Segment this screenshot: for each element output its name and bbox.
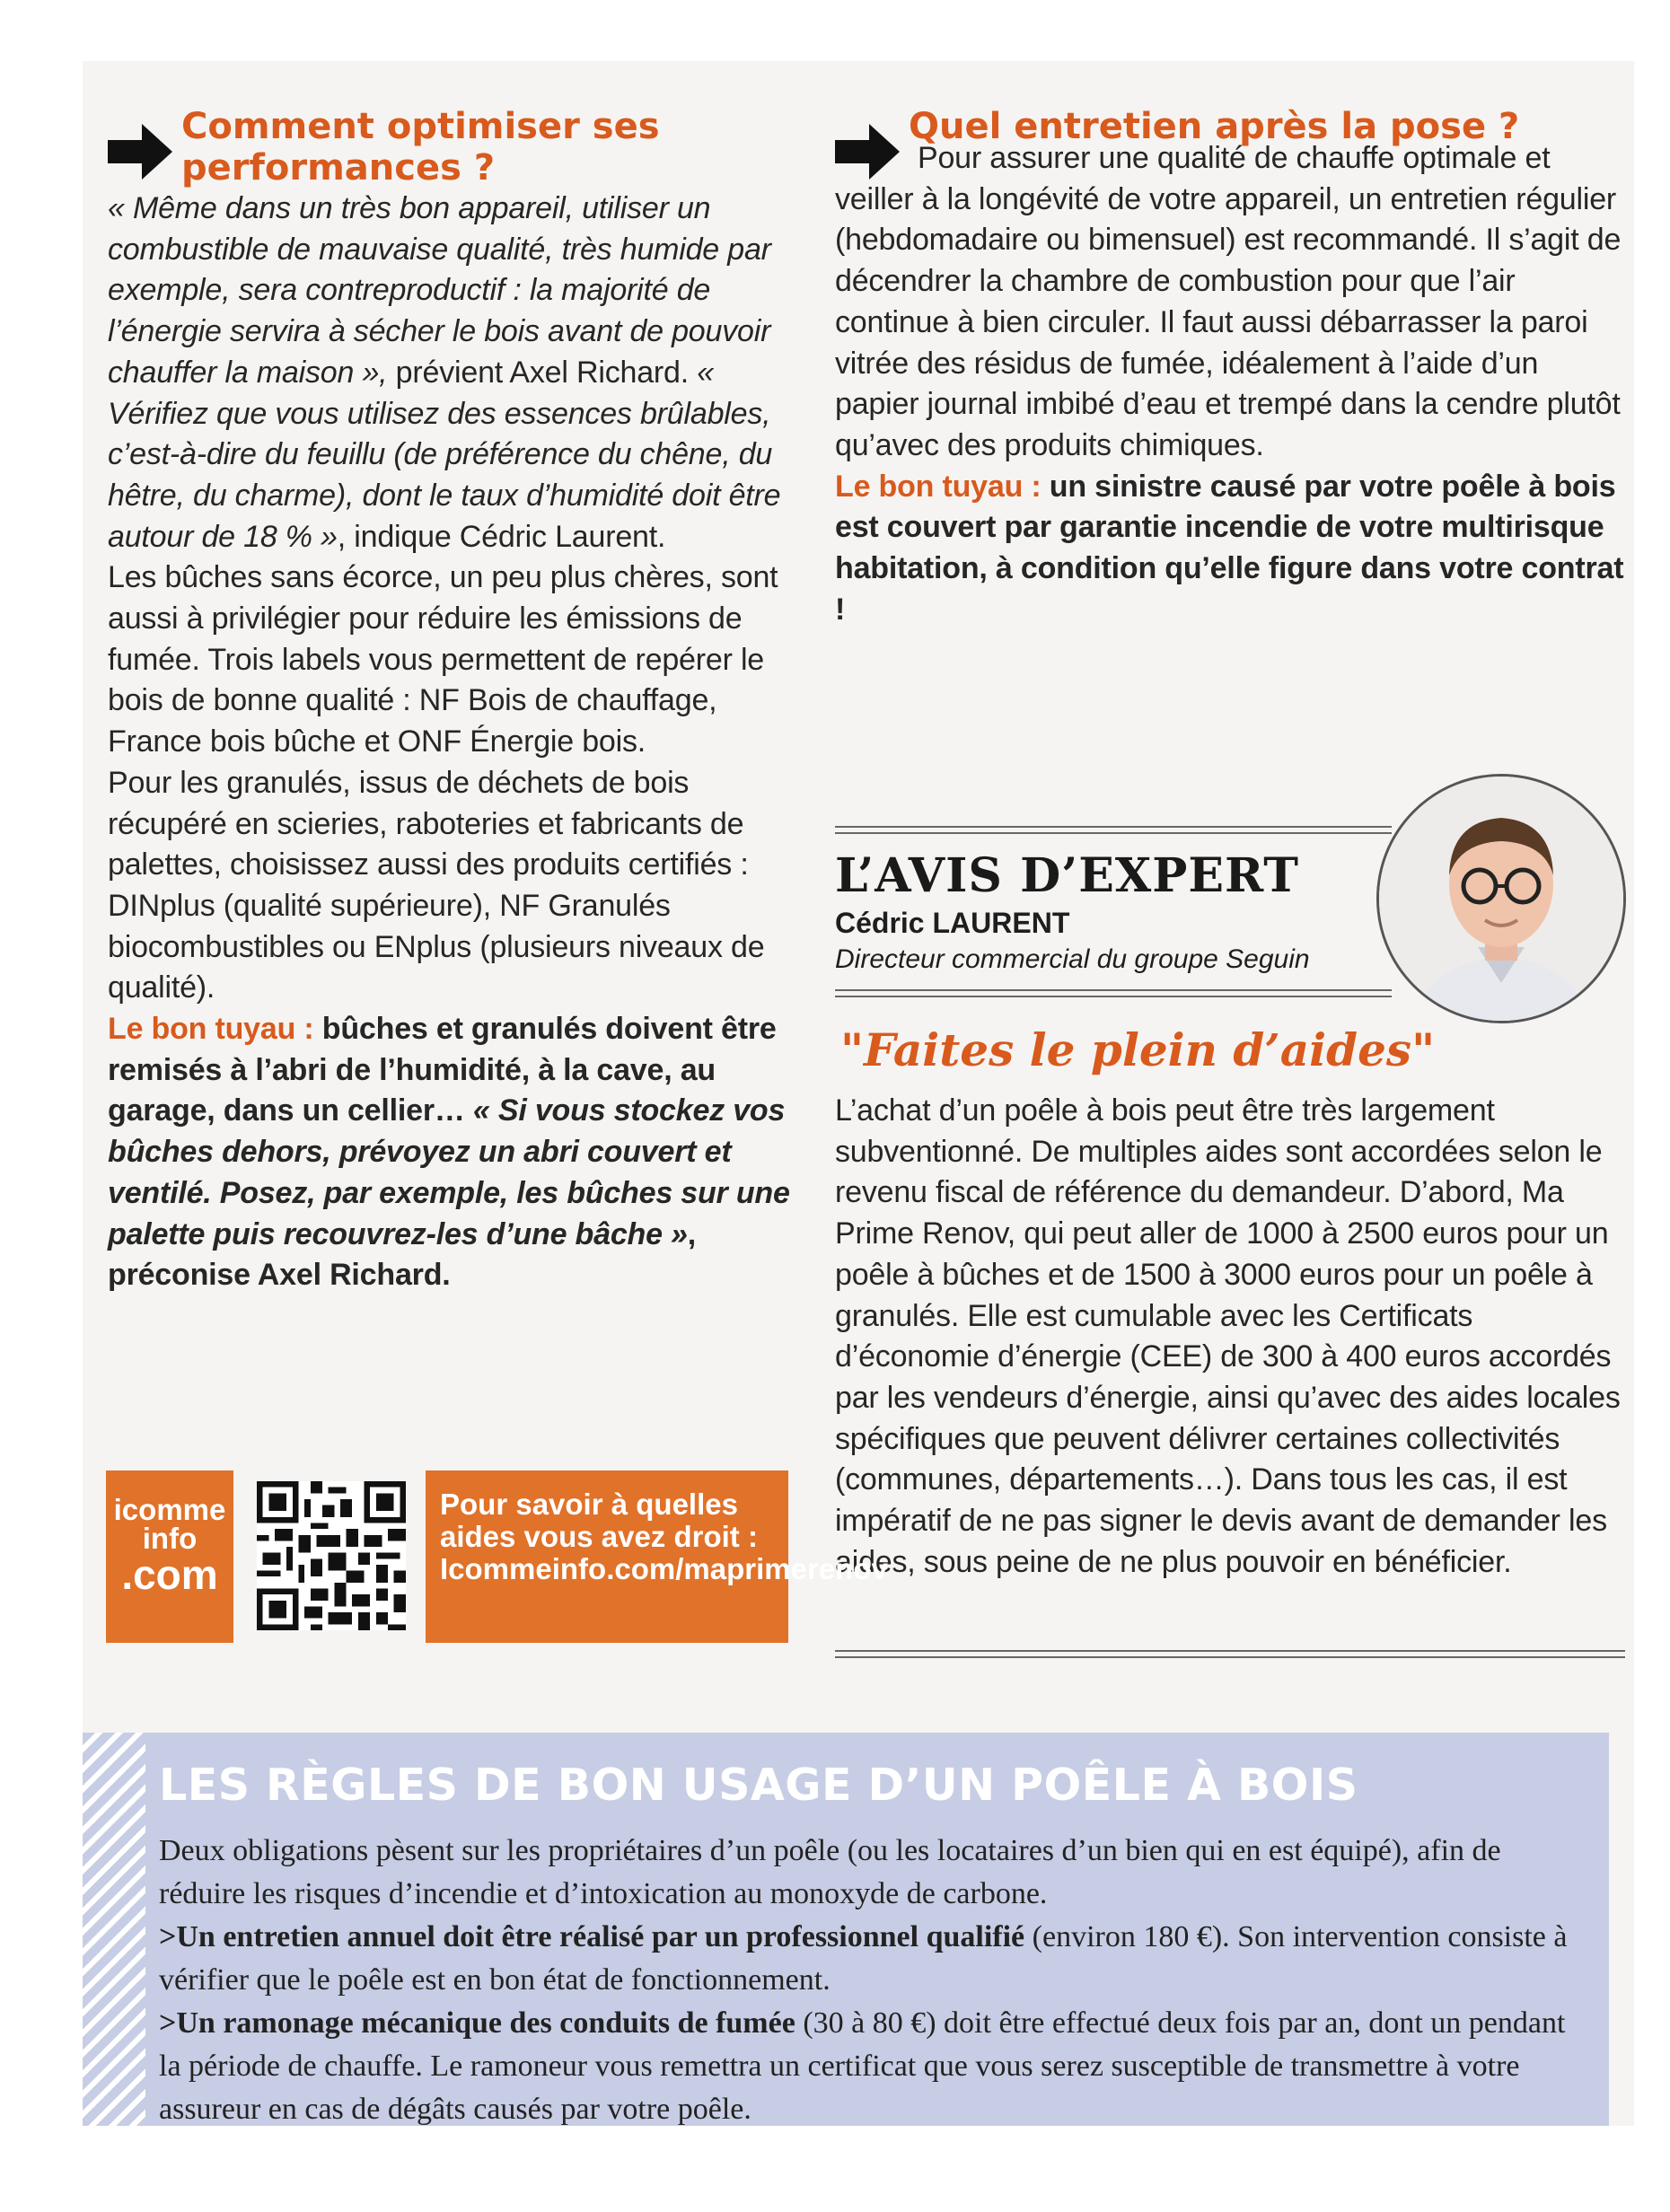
rules-intro: Deux obligations pèsent sur les propriétaires d’un poêle (ou les locataires d’un bien qui en est équipé), afin de réduire les risques d’incendie et d’intoxication au monoxyde de carbone. (159, 1834, 1501, 1910)
expert-bottom-rule (835, 1650, 1625, 1658)
expert-role: Directeur commercial du groupe Seguin (835, 944, 1310, 974)
right-section-title: Quel entretien après la pose ? (909, 106, 1520, 147)
rules-item-2-bold: >Un ramonage mécanique des conduits de fumée (159, 2006, 795, 2040)
tip-label: Le bon tuyau : (108, 1012, 314, 1047)
rules-item-2-text: (30 à 80 €) doit être effectué deux fois par an, dont un pendant la période de chauffe. Le ramoneur vous remettra un certificat que vous serez susceptible de transmettre à votre assureur en cas de dégâts causés par votre poêle. (159, 2006, 1566, 2126)
rules-box (83, 1733, 1609, 2126)
promo-link-box[interactable] (426, 1470, 888, 1643)
rules-body (159, 1830, 1586, 2131)
expert-name: Cédric LAURENT (835, 907, 1070, 939)
stripes-decoration (83, 1733, 145, 2126)
rules-item-1-bold: >Un entretien annuel doit être réalisé par un professionnel qualifié (159, 1920, 1025, 1953)
right-column (835, 106, 1625, 630)
expert-mid-rule (835, 989, 1392, 997)
quote-essences: « Vérifiez que vous utilisez des essences brûlables, c’est-à-dire du feuillu (de préférence du chêne, du hêtre, du charme), dont le taux d’humidité doit être autour de 18 % » (108, 355, 781, 554)
attribution-2: , indique Cédric Laurent. (337, 519, 666, 554)
logo-line-3: .com (121, 1551, 218, 1598)
promo-block (106, 1470, 888, 1646)
quote-humidity: « Même dans un très bon appareil, utiliser un combustible de mauvaise qualité, très humide par exemple, sera contreproductif : la majorité de l’énergie servira à sécher le bois avant de pouvoir chauffer la maison », (108, 191, 771, 390)
person-portrait-icon (1379, 777, 1623, 1021)
expert-quote-title: "Faites le plein d’aides" (840, 1023, 1436, 1076)
expert-heading: L’AVIS D’EXPERT (835, 848, 1299, 903)
left-paragraph-1 (108, 189, 790, 557)
left-paragraph-2: Les bûches sans écorce, un peu plus chères, sont aussi à privilégier pour réduire les émissions de fumée. Trois labels vous permettent de repérer le bois de bonne qualité : NF Bois de chauffage, France bois bûche et ONF Énergie bois. (108, 560, 778, 759)
left-section-title: Comment optimiser ses performances ? (181, 106, 660, 189)
arrow-right-icon (835, 124, 900, 180)
qr-code-icon[interactable] (257, 1481, 406, 1630)
expert-block (835, 799, 1625, 1697)
promo-text: Pour savoir à quelles aides vous avez droit : Icommeinfo.com/maprimerenov (440, 1488, 888, 1585)
icommeinfo-logo[interactable] (106, 1470, 233, 1643)
logo-line-1: icomme (113, 1493, 226, 1526)
right-tip (835, 467, 1625, 631)
tip-label: Le bon tuyau : (835, 469, 1042, 504)
right-paragraph-1: Pour assurer une qualité de chauffe optimale et veiller à la longévité de votre appareil, un entretien régulier (hebdomadaire ou bimensuel) est recommandé. Il s’agit de décendrer la chambre de combustion pour que l’air continue à bien circuler. Il faut aussi débarrasser la paroi vitrée des résidus de fumée, idéalement à l’aide d’un papier journal imbibé d’eau et trempé dans la cendre plutôt qu’avec des produits chimiques. (835, 141, 1622, 462)
left-tip (108, 1009, 790, 1296)
expert-body: L’achat d’un poêle à bois peut être très largement subventionné. De multiples aides sont accordées selon le revenu fiscal de référence du demandeur. D’abord, Ma Prime Renov, qui peut aller de 1000 à 2500 euros pour un poêle à bûches et de 1500 à 3000 euros pour un poêle à granulés. Elle est cumulable avec les Certificats d’économie d’énergie (CEE) de 300 à 400 euros accordés par les vendeurs d’énergie, ainsi qu’avec des aides locales spécifiques que peuvent délivrer certaines collectivités (communes, départements…). Dans tous les cas, il est impératif de ne pas signer le devis avant de demander les aides, sous peine de ne plus pouvoir en bénéficier. (835, 1093, 1621, 1579)
tip-attribution: , préconise Axel Richard. (108, 1216, 697, 1293)
tip-text: un sinistre causé par votre poêle à bois est couvert par garantie incendie de votre multirisque habitation, à condition qu’elle figure dans votre contrat ! (835, 469, 1624, 627)
left-column (108, 106, 790, 1296)
left-paragraph-3: Pour les granulés, issus de déchets de bois récupéré en scieries, raboteries et fabricants de palettes, choisissez aussi des produits certifiés : DINplus (qualité supérieure), NF Granulés biocombustibles ou ENplus (plusieurs niveaux de qualité). (108, 765, 765, 1005)
expert-avatar (1376, 774, 1626, 1023)
left-heading (108, 106, 790, 189)
expert-top-rule (835, 826, 1392, 834)
tip-quote: « Si vous stockez vos bûches dehors, prévoyez un abri couvert et ventilé. Posez, par exemple, les bûches sur une palette puis recouvrez-les d’une bâche » (108, 1093, 790, 1251)
arrow-right-icon (108, 124, 172, 180)
rules-item-1-text: (environ 180 €). Son intervention consiste à vérifier que le poêle est en bon état de fonctionnement. (159, 1920, 1568, 1997)
logo-line-2: info (142, 1522, 198, 1555)
tip-text: bûches et granulés doivent être remisés à l’abri de l’humidité, à la cave, au garage, dans un cellier… (108, 1012, 777, 1128)
rules-item-2 (159, 2002, 1586, 2131)
rules-title: LES RÈGLES DE BON USAGE D’UN POÊLE À BOIS (159, 1760, 1358, 1811)
attribution-1: prévient Axel Richard. (387, 355, 698, 390)
rules-item-1 (159, 1916, 1586, 2002)
